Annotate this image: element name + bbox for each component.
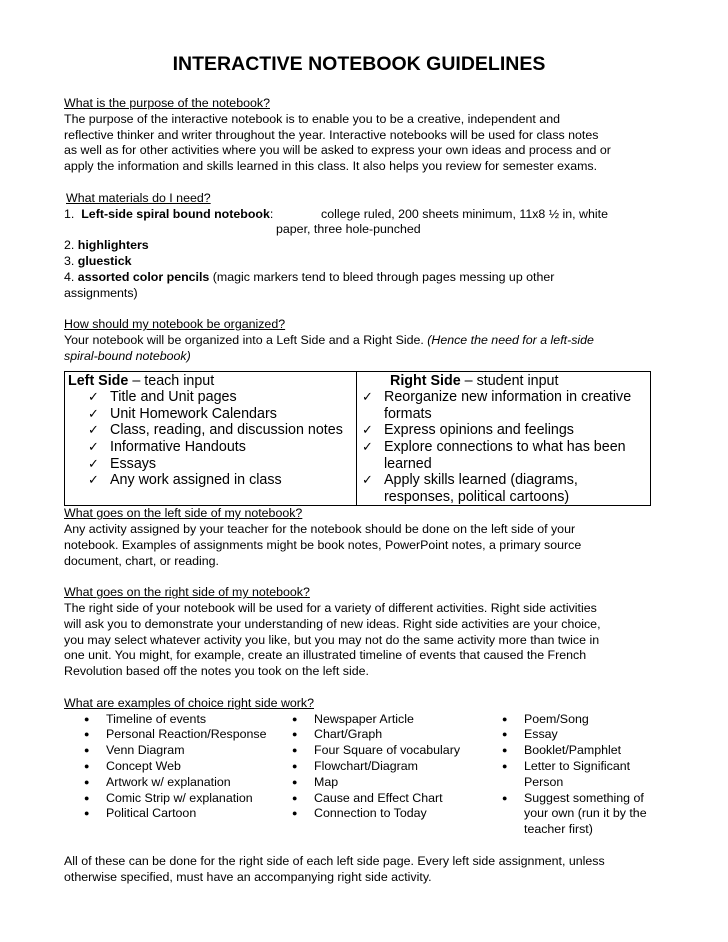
purpose-line: reflective thinker and writer throughout the year. Interactive notebooks will be used for class notes (64, 127, 599, 142)
examples-heading: What are examples of choice right side work? (64, 695, 314, 710)
list-item: ● Timeline of events (64, 712, 272, 728)
materials-heading: What materials do I need? (66, 190, 211, 205)
right-side-line: The right side of your notebook will be used for a variety of different activities. Right side activities (64, 601, 597, 616)
examples-column-2 (272, 712, 482, 838)
left-side-cell: Left Side – teach input ✓ Title and Unit pages ✓ Unit Homework Calendars ✓ Class, reading, and discussion notes ✓ Informative Handouts ✓ Essays ✓ Any work assigned in class (65, 371, 357, 506)
closing-line: otherwise specified, must have an accompanying right side activity. (64, 869, 432, 884)
closing-line: All of these can be done for the right side of each left side page. Every left side assignment, unless (64, 853, 605, 868)
right-side-line: Revolution based off the notes you took on the left side. (64, 664, 369, 679)
examples-column-3 (482, 712, 654, 838)
list-item: ● Political Cartoon (64, 806, 272, 822)
materials-item-1: 1. Left-side spiral bound notebook: college ruled, 200 sheets minimum, 11x8 ½ in, white (64, 206, 608, 221)
list-item: ● Flowchart/Diagram (272, 759, 482, 775)
list-item: ● Letter to Significant Person (482, 759, 654, 791)
left-side-label: Left Side (68, 372, 129, 389)
examples-column-1 (64, 712, 272, 838)
list-item: ● Four Square of vocabulary (272, 743, 482, 759)
examples-columns (64, 712, 654, 838)
right-side-heading: What goes on the right side of my notebook? (64, 585, 310, 600)
list-item: ● Cause and Effect Chart (272, 791, 482, 807)
organized-heading: How should my notebook be organized? (64, 317, 286, 332)
list-item: ✓ Explore connections to what has been learned (362, 439, 647, 472)
page-title: INTERACTIVE NOTEBOOK GUIDELINES (172, 53, 546, 75)
list-item: ● Essay (482, 727, 654, 743)
list-item: ✓ Reorganize new information in creative formats (362, 389, 647, 422)
right-side-list (360, 389, 647, 505)
purpose-line: The purpose of the interactive notebook is to enable you to be a creative, independent and (64, 111, 560, 126)
purpose-line: as well as for other activities where you will be asked to express your own ideas and process and or (64, 143, 611, 158)
left-side-heading: What goes on the left side of my notebook? (64, 506, 303, 521)
right-side-cell: Right Side – student input ✓ Reorganize new information in creative formats ✓ Express opinions and feelings ✓ Explore connections to what has been learned ✓ Apply skills learned (diagrams, responses, political cartoons) (357, 371, 651, 506)
materials-item-2: 2. highlighters (64, 238, 149, 253)
list-item: ● Venn Diagram (64, 743, 272, 759)
document-page (64, 52, 654, 885)
list-item: ✓ Express opinions and feelings (362, 422, 647, 439)
list-item: ● Connection to Today (272, 806, 482, 822)
list-item: ✓ Title and Unit pages (88, 389, 353, 406)
left-side-line: document, chart, or reading. (64, 553, 219, 568)
list-item: ● Booklet/Pamphlet (482, 743, 654, 759)
list-item: ● Poem/Song (482, 712, 654, 728)
materials-item-4: 4. assorted color pencils (magic markers tend to bleed through pages messing up other (64, 269, 555, 284)
notebook-detail: college ruled, 200 sheets minimum, 11x8 ½ in, white (321, 206, 608, 221)
list-item: ● Personal Reaction/Response (64, 727, 272, 743)
purpose-line: apply the information and skills learned in this class. It also helps you review for semester exams. (64, 159, 598, 174)
list-item: ✓ Apply skills learned (diagrams, responses, political cartoons) (362, 472, 647, 505)
notebook-detail-2: paper, three hole-punched (276, 222, 421, 237)
list-item: ● Suggest something of your own (run it by the teacher first) (482, 791, 654, 838)
left-side-list (68, 389, 353, 489)
organized-line: Your notebook will be organized into a Left Side and a Right Side. (Hence the need for a left-side (64, 332, 594, 347)
right-side-line: will ask you to demonstrate your understanding of new ideas. Right side activities are your choice, (64, 616, 601, 631)
materials-item-3: 3. gluestick (64, 253, 132, 268)
list-item: ✓ Class, reading, and discussion notes (88, 422, 353, 439)
left-side-line: Any activity assigned by your teacher for the notebook should be done on the left side of your (64, 522, 576, 537)
list-item: ● Artwork w/ explanation (64, 775, 272, 791)
left-side-line: notebook. Examples of assignments might be book notes, PowerPoint notes, a primary source (64, 537, 582, 552)
list-item: ✓ Any work assigned in class (88, 472, 353, 489)
right-side-line: one unit. You might, for example, create an illustrated timeline of events that caused the French (64, 648, 587, 663)
list-item: ● Chart/Graph (272, 727, 482, 743)
list-item: ✓ Essays (88, 456, 353, 473)
organized-line: spiral-bound notebook) (64, 348, 191, 363)
list-item: ● Map (272, 775, 482, 791)
list-item: ● Comic Strip w/ explanation (64, 791, 272, 807)
materials-item-4-cont: assignments) (64, 285, 138, 300)
list-item: ✓ Informative Handouts (88, 439, 353, 456)
sides-table (64, 371, 651, 507)
list-item: ● Newspaper Article (272, 712, 482, 728)
list-item: ● Concept Web (64, 759, 272, 775)
purpose-heading: What is the purpose of the notebook? (64, 96, 270, 110)
right-side-label: Right Side (390, 372, 461, 389)
list-item: ✓ Unit Homework Calendars (88, 406, 353, 423)
right-side-line: you may select whatever activity you like, but you may not do the same activity more than twice in (64, 632, 600, 647)
notebook-requirement: Left-side spiral bound notebook (81, 206, 270, 221)
